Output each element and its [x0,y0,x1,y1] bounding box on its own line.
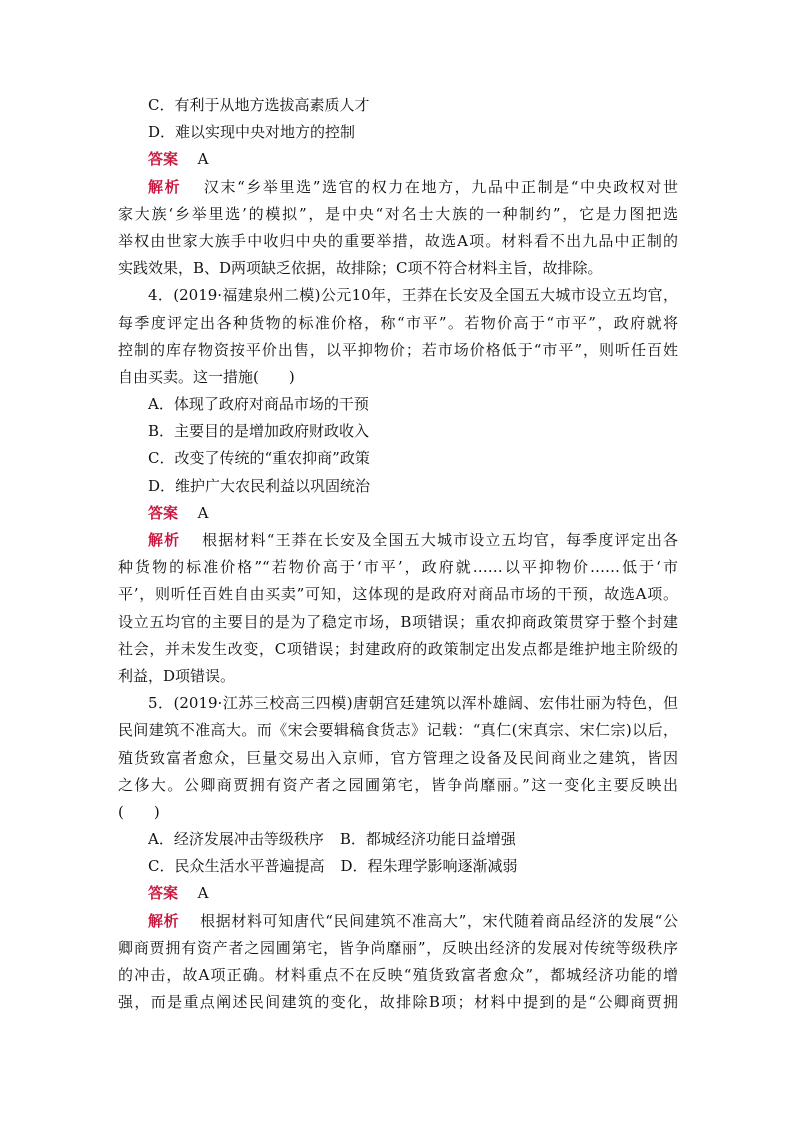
answer-label: 答案 [148,884,179,903]
answer-value: A [197,503,209,522]
q4-stem-line: 4．(2019·福建泉州二模)公元10年，王莽在长安及全国五大城市设立五均官， [148,286,678,305]
answer-value: A [197,150,209,169]
q4-answer [118,500,678,527]
q4-analysis-line [118,527,678,554]
q5-analysis-line [118,908,678,935]
analysis-label: 解析 [148,531,181,549]
answer-value: A [197,884,209,903]
q5-analysis-line: 卿商贾拥有资产者之园圃第宅，皆争尚靡丽”，反映出经济的发展对传统等级秩序 [118,938,678,957]
q5-option-d: D．程朱理学影响逐渐减弱 [340,857,518,876]
q3-analysis-line [118,174,678,201]
q3-option-c: C．有利于从地方选拔高素质人才 [148,96,370,114]
q4-analysis-line: 社会，并未发生改变，C项错误；封建政府的政策制定出发点都是维护地主阶级的 [118,639,678,658]
q5-stem-line: 5．(2019·江苏三校高三四模)唐朝宫廷建筑以浑朴雄阔、宏伟壮丽为特色，但 [148,694,678,713]
q5-analysis-line: 强，而是重点阐述民间建筑的变化，故排除B项；材料中提到的是“公卿商贾拥 [118,993,678,1012]
q4-analysis-line: 种货物的标准价格”“若物价高于‘市平’，政府就……以平抑物价……低于‘市 [118,558,678,577]
answer-label: 答案 [148,150,179,169]
analysis-label: 解析 [148,911,180,930]
q5-analysis-line: 的冲击，故A项正确。材料重点不在反映“殖货致富者愈众”，都城经济功能的增 [118,966,678,984]
q4-option-d: D．维护广大农民利益以巩固统治 [148,476,371,495]
q3-answer [118,146,678,173]
analysis-label: 解析 [148,177,182,196]
q4-stem-line: 控制的库存物资按平价出售，以平抑物价；若市场价格低于“市平”，则听任百姓 [118,340,678,359]
q5-option-a: A．经济发展冲击等级秩序 [148,830,324,849]
q5-answer [118,880,678,907]
q5-stem-line: 殖货致富者愈众，巨量交易出入京师，官方管理之设备及民间商业之建筑，皆因 [118,748,678,767]
q5-option-row [118,853,678,880]
q5-stem-line: ( ) [118,802,160,821]
q3-analysis-line: 家大族‘乡举里选’的模拟”，是中央“对名士大族的一种制约”，它是力图把选 [118,204,678,223]
q4-option-b: B．主要目的是增加政府财政收入 [148,422,370,441]
q4-analysis-line: 平’，则听任百姓自由买卖”可知，这体现的是政府对商品市场的干预，故选A项。 [118,585,678,604]
q5-option-row [118,826,678,853]
answer-label: 答案 [148,503,179,522]
q3-analysis-line: 举权由世家大族手中收归中央的重要举措，故选A项。材料看不出九品中正制的 [118,231,678,250]
q4-option-c: C．改变了传统的“重农抑商”政策 [148,449,370,468]
analysis-text: 汉末“乡举里选”选官的权力在地方，九品中正制是“中央政权对世 [203,177,678,196]
q4-option-a: A．体现了政府对商品市场的干预 [148,395,369,414]
analysis-text: 根据材料可知唐代“民间建筑不准高大”，宋代随着商品经济的发展“公 [200,911,678,930]
q5-option-c: C．民众生活水平普遍提高 [148,857,325,876]
page-content [118,92,678,1016]
q4-analysis-line: 利益，D项错误。 [118,666,236,685]
q5-stem-line: 民间建筑不准高大。而《宋会要辑稿食货志》记载：“真仁(宋真宗、宋仁宗)以后， [118,721,678,740]
q5-option-b: B．都城经济功能日益增强 [339,830,516,849]
q3-option-d: D．难以实现中央对地方的控制 [148,123,356,142]
analysis-text: 根据材料“王莽在长安及全国五大城市设立五均官，每季度评定出各 [202,531,678,549]
q4-analysis-line: 设立五均官的主要目的是为了稳定市场，B项错误；重农抑商政策贯穿于整个封建 [118,612,678,631]
q5-stem-line: 之侈大。公卿商贾拥有资产者之园圃第宅，皆争尚靡丽。”这一变化主要反映出 [118,775,678,794]
q3-analysis-line: 实践效果，B、D两项缺乏依据，故排除；C项不符合材料主旨，故排除。 [118,259,603,278]
q4-stem-line: 自由买卖。这一措施( ) [118,367,295,386]
q4-stem-line: 每季度评定出各种货物的标准价格，称“市平”。若物价高于“市平”，政府就将 [118,313,678,332]
